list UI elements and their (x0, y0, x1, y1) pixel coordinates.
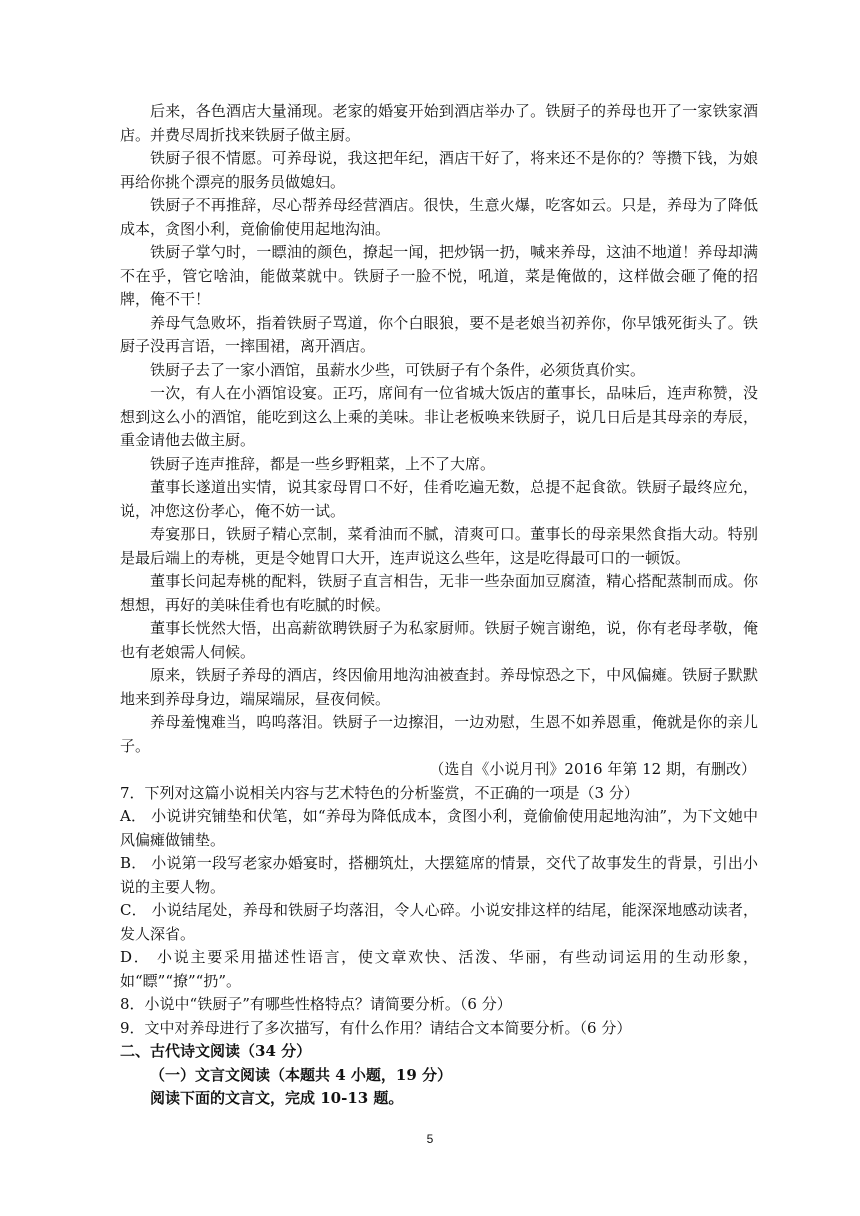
story-paragraph: 董事长遂道出实情，说其家母胃口不好，佳肴吃遍无数，总提不起食欲。铁厨子最终应允，说，冲您这份孝心，俺不妨一试。 (120, 478, 758, 520)
section-2-heading: 二、古代诗文阅读（34 分） (120, 1042, 312, 1060)
question-7-stem: 7．下列对这篇小说相关内容与艺术特色的分析鉴赏，不正确的一项是（3 分） (120, 783, 639, 802)
story-paragraph: 董事长恍然大悟，出高薪欲聘铁厨子为私家厨师。铁厨子婉言谢绝，说，你有老母孝敬，俺也有老娘需人伺候。 (120, 619, 758, 661)
story-paragraph: 后来，各色酒店大量涌现。老家的婚宴开始到酒店举办了。铁厨子的养母也开了一家铁家酒店。并费尽周折找来铁厨子做主厨。 (120, 102, 758, 144)
story-paragraph: 原来，铁厨子养母的酒店，终因偷用地沟油被查封。养母惊恐之下，中风偏瘫。铁厨子默默地来到养母身边，端屎端尿，昼夜伺候。 (120, 666, 758, 708)
story-paragraph: 铁厨子掌勺时，一瞟油的颜色，撩起一闻，把炒锅一扔，喊来养母，这油不地道！养母却满不在乎，管它啥油，能做菜就中。铁厨子一脸不悦，吼道，菜是俺做的，这样做会砸了俺的招牌，俺不干！ (120, 243, 758, 308)
question-7-option-d: D． 小说主要采用描述性语言，使文章欢快、活泼、华丽，有些动词运用的生动形象，如“瞟”“撩”“扔”。 (120, 948, 758, 990)
story-paragraph: 养母气急败坏，指着铁厨子骂道，你个白眼狼，要不是老娘当初养你，你早饿死街头了。铁厨子没再言语，一摔围裙，离开酒店。 (120, 313, 758, 355)
question-8: 8．小说中“铁厨子”有哪些性格特点？请简要分析。（6 分） (120, 995, 512, 1013)
story-paragraph: 铁厨子连声推辞，都是一些乡野粗菜，上不了大席。 (150, 454, 496, 473)
question-7-option-a: A． 小说讲究铺垫和伏笔，如“养母为降低成本，贪图小利，竟偷偷使用起地沟油”，为下文她中风偏瘫做铺垫。 (120, 807, 758, 849)
story-paragraph: 一次，有人在小酒馆设宴。正巧，席间有一位省城大饭店的董事长，品味后，连声称赞，没想到这么小的酒馆，能吃到这么上乘的美味。非让老板唤来铁厨子，说几日后是其母亲的寿辰，重金请他去做主厨。 (120, 384, 758, 449)
story-paragraph: 铁厨子去了一家小酒馆，虽薪水少些，可铁厨子有个条件，必须货真价实。 (150, 360, 646, 379)
document-page (120, 100, 758, 1111)
question-7-option-c: C． 小说结尾处，养母和铁厨子均落泪，令人心碎。小说安排这样的结尾，能深深地感动读者，发人深省。 (120, 901, 758, 943)
page-number: 5 (426, 1132, 434, 1146)
story-paragraph: 铁厨子很不情愿。可养母说，我这把年纪，酒店干好了，将来还不是你的？等攒下钱，为娘再给你挑个漂亮的服务员做媳妇。 (120, 149, 758, 191)
story-body (120, 100, 758, 782)
question-7-option-b: B． 小说第一段写老家办婚宴时，搭棚筑灶，大摆筵席的情景，交代了故事发生的背景，引出小说的主要人物。 (120, 854, 758, 896)
story-paragraph: 寿宴那日，铁厨子精心烹制，菜肴油而不腻，清爽可口。董事长的母亲果然食指大动。特别是最后端上的寿桃，更是令她胃口大开，连声说这么些年，这是吃得最可口的一顿饭。 (120, 525, 758, 567)
question-7 (120, 782, 758, 994)
story-paragraph: 铁厨子不再推辞，尽心帮养母经营酒店。很快，生意火爆，吃客如云。只是，养母为了降低成本，贪图小利，竟偷偷使用起地沟油。 (120, 196, 758, 238)
section-2-instruction: 阅读下面的文言文，完成 10-13 题。 (150, 1089, 404, 1107)
section-2-subheading: （一）文言文阅读（本题共 4 小题，19 分） (150, 1065, 452, 1084)
story-paragraph: 养母羞愧难当，呜呜落泪。铁厨子一边擦泪，一边劝慰，生恩不如养恩重，俺就是你的亲儿子。 (120, 713, 758, 755)
story-source: （选自《小说月刊》2016 年第 12 期，有删改） (429, 760, 756, 778)
question-9: 9．文中对养母进行了多次描写，有什么作用？请结合文本简要分析。（6 分） (120, 1018, 632, 1037)
story-paragraph: 董事长问起寿桃的配料，铁厨子直言相告，无非一些杂面加豆腐渣，精心搭配蒸制而成。你想想，再好的美味佳肴也有吃腻的时候。 (120, 572, 758, 614)
